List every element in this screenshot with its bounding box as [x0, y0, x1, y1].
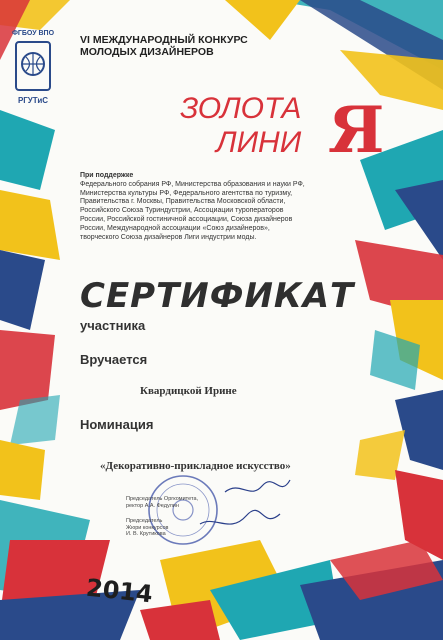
- certificate-subtitle: участника: [80, 318, 146, 333]
- support-text: Федерального собрания РФ, Министерства образования и науки РФ, Министерства культуры РФ, Федерального агентства по туризму, Правительства г. Москвы, Правительства Московской области, Российского Союза Туриндустрии, Ассоциации туроператоров России, Российской гостиничной ассоциации, Союза дизайнеров России, Международной ассоциации «Союз дизайнеров», творческого Союза дизайнеров Лиги индустрии моды.: [80, 180, 305, 241]
- jury-line2: Жюри конкурсов: [126, 524, 169, 531]
- university-logo: [10, 30, 56, 110]
- brand-big-letter: Я: [328, 93, 385, 160]
- support-heading: При поддержке: [80, 172, 134, 179]
- certificate-title: СЕРТИФИКАТ: [80, 276, 355, 316]
- jury-signature-block: [126, 518, 168, 538]
- nomination-value: «Декоративно-прикладное искусство»: [100, 460, 291, 472]
- brand-line2: ЛИНИ: [216, 126, 302, 159]
- brand-line1: ЗОЛОТА: [180, 92, 302, 125]
- nomination-label: Номинация: [80, 417, 154, 432]
- chair-line1: Председатель Оргкомитета,: [126, 496, 199, 502]
- logo-top-text: ФГБОУ ВПО: [11, 30, 55, 37]
- contest-title: VI МЕЖДУНАРОДНЫЙ КОНКУРС МОЛОДЫХ ДИЗАЙНЕРОВ: [80, 34, 248, 58]
- zolotaya-liniya-logo: [178, 90, 408, 160]
- year: 2014: [84, 573, 155, 609]
- chair-signature-block: [126, 496, 198, 509]
- jury-line3: И. В. Крутикова: [126, 531, 166, 537]
- support-block: [80, 172, 310, 242]
- recipient-name: Квардицкой Ирине: [140, 385, 237, 397]
- globe-emblem-icon: [14, 40, 52, 92]
- jury-line1: Председатель: [126, 518, 163, 524]
- awarded-label: Вручается: [80, 352, 148, 367]
- logo-bottom-text: РГУТиС: [17, 96, 49, 105]
- chair-line2: ректор А.А. Федулин: [126, 502, 179, 509]
